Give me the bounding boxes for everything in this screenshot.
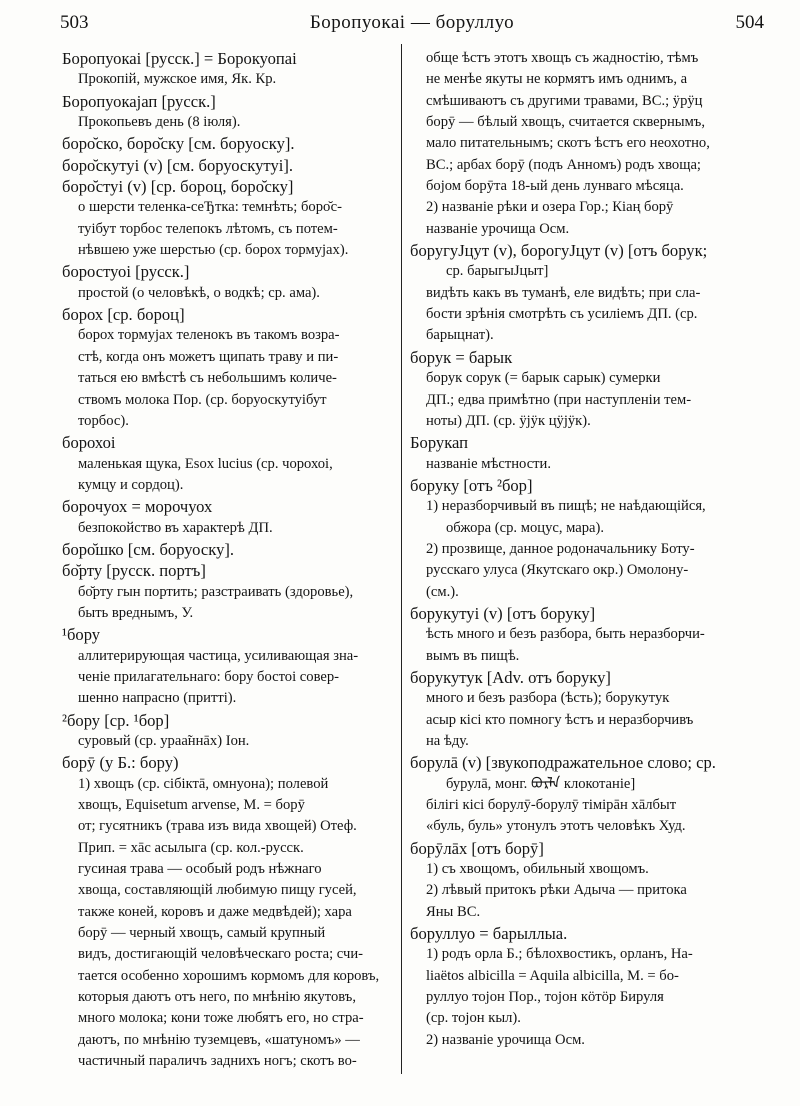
entry-text-line: смѣшиваютъ съ другими травами, ВС.; ӱрӱц: [426, 92, 703, 109]
entry-text-line: ДП.; едва примѣтно (при наступленіи тем-: [426, 391, 692, 408]
entry-text-line: безпокойство въ характерѣ ДП.: [78, 519, 273, 536]
entry-text-line: борох тормујах теленокъ въ такомъ возра-: [78, 327, 340, 344]
entry-text-line: «буль, буль» утонулъ этотъ человѣкъ Худ.: [426, 818, 686, 835]
entry-text-line: асыр кісі кто помногу ѣстъ и неразборчивъ: [426, 711, 694, 728]
entry-text-line: частичный параличъ заднихъ ногъ; скотъ во-: [78, 1053, 357, 1070]
entry-text-line: ср. барыгыЈцыт]: [446, 263, 549, 280]
entry-text-line: видѣть какъ въ туманѣ, еле видѣть; при сла-: [426, 284, 701, 301]
entry-text-line: кумцу и сордоц).: [78, 476, 184, 493]
entry-headword: борулā (v) [звукоподражательное слово; ср.: [410, 753, 716, 773]
entry-text-line: о шерсти теленка-сеЂтка: темнѣть; боро̆с-: [78, 199, 343, 216]
entry-text-line: борук сорук (= барык сарык) сумерки: [426, 370, 661, 387]
entry-text-line: (см.).: [426, 583, 459, 600]
entry-text-line: даютъ, по мнѣнію туземцевъ, «шатуномъ» —: [78, 1031, 360, 1048]
entry-text-line: мало питательнымъ; скотъ ѣстъ его неохотно,: [426, 135, 710, 152]
entry-text-line: 2) названіе урочища Осм.: [426, 1031, 585, 1048]
entry-text-line: Прокопій, мужское имя, Як. Кр.: [78, 71, 277, 88]
entry-text-line: руллуо тојон Пор., тојон кӧтӧр Бируля: [426, 989, 664, 1006]
entry-headword: боро̆стуі (v) [ср. бороц, боро̆ску]: [62, 177, 294, 197]
entry-text-line: 1) родъ орла Б.; бѣлохвостикъ, орланъ, Ha-: [426, 946, 693, 963]
entry-headword: ²бору [ср. ¹бор]: [62, 710, 170, 730]
entry-text-line: простой (о человѣкѣ, о водкѣ; ср. ама).: [78, 284, 320, 301]
entry-text-line: много и безъ разбора (ѣсть); борукутук: [426, 690, 670, 707]
entry-headword: борук = барык: [410, 347, 513, 367]
entry-text-line: 1) неразборчивый въ пищѣ; не наѣдающійся,: [426, 498, 706, 515]
running-header: [60, 12, 764, 40]
entry-headword: Боропуокаі [русск.] = Борокуопаі: [62, 49, 297, 68]
entry-headword: боростуоі [русск.]: [62, 262, 190, 282]
entry-text-line: борӯ — бѣлый хвощъ, считается сквернымъ,: [426, 114, 705, 131]
entry-text-line: (ср. тојон кыл).: [426, 1010, 521, 1027]
entry-headword: Боропуокајап [русск.]: [62, 91, 216, 111]
entry-text-line: торбос).: [78, 412, 129, 429]
entry-headword: боруллуо = барыллыа.: [410, 924, 568, 944]
entry-text-line: от; гусятникъ (трава изъ вида хвощей) Отеф.: [78, 818, 357, 835]
entry-text-line: много молока; кони тоже любятъ его, но стра-: [78, 1010, 364, 1027]
column-divider: [401, 44, 402, 1074]
entry-headword: борочуох = морочуох: [62, 497, 213, 517]
entry-text-line: 2) лѣвый притокъ рѣки Адыча — притока: [426, 882, 687, 899]
entry-headword: боруку [отъ ²бор]: [410, 475, 533, 495]
entry-headword: боро̆шко [см. боруоску].: [62, 539, 235, 559]
entry-text-line: также коней, коровъ и даже медвѣдей); хара: [78, 903, 352, 920]
right-column: [410, 48, 770, 1051]
entry-text-line: ВС.; арбах борӯ (подъ Анномъ) родъ хвоща;: [426, 156, 701, 173]
header-title: Боропуокаі — боруллуо: [309, 12, 515, 33]
entry-headword: борукутук [Adv. отъ боруку]: [410, 667, 611, 687]
entry-text-line: барыцнат).: [426, 327, 494, 344]
entry-text-line: бости зрѣнія смотрѣть съ усиліемъ ДП. (ср.: [426, 306, 698, 323]
entry-text-line: гусиная трава — особый родъ нѣжнаго: [78, 861, 322, 878]
entry-text-line: ченіе прилагательнаго: бору бостоі совер-: [78, 668, 340, 685]
entry-text-line: Яны ВС.: [426, 903, 481, 920]
entry-text-line: вымъ въ пищѣ.: [426, 647, 520, 664]
entry-text-line: таться ею вмѣстѣ съ небольшимъ количе-: [78, 370, 337, 387]
entry-text-line: 2) названіе рѣки и озера Гор.; Кіаң борӯ: [426, 199, 674, 216]
entry-text-line: 1) хвощъ (ср. сібіктā, омнуона); полевой: [78, 775, 329, 792]
entry-headword: борӯ (у Б.: бору): [62, 753, 179, 773]
entry-text-line: liaëtos albicilla = Aquila albicilla, М. = бо-: [426, 967, 679, 984]
entry-text-line: не менѣе якуты не кормятъ имъ однимъ, а: [426, 71, 688, 88]
entry-headword: бо̆рту [русск. портъ]: [62, 561, 206, 581]
entry-text-line: борӯ — черный хвощъ, самый крупный: [78, 925, 326, 942]
left-column: [62, 48, 392, 1073]
entry-text-line: которыя даютъ отъ него, по мнѣнію якутовъ,: [78, 989, 356, 1006]
entry-headword: Борукап: [410, 433, 469, 453]
entry-text-line: нѣвшею уже шерстью (ср. борох тормујах).: [78, 242, 349, 259]
entry-text-line: хвощъ, Equisetum arvense, М. = борӯ: [78, 797, 305, 814]
entry-headword: боро̆скутуі (v) [см. боруоскутуі].: [62, 155, 294, 175]
entry-text-line: хвоща, составляющій любимую пищу гусей,: [78, 882, 357, 899]
entry-text-line: шенно напрасно (приттi).: [78, 690, 237, 707]
entry-headword: борохоі: [62, 433, 116, 453]
entry-headword: боро̆ско, боро̆ску [см. боруоску].: [62, 134, 295, 154]
entry-headword: ¹бору: [62, 625, 101, 645]
entry-text-line: маленькая щука, Esox lucius (ср. чорохоі,: [78, 455, 333, 472]
entry-text-line: ноты) ДП. (ср. ӱјӱк цӱјӱк).: [426, 412, 591, 429]
entry-text-line: на ѣду.: [426, 733, 469, 749]
entry-headword: боругуЈцут (v), борогуЈцут (v) [отъ борук;: [410, 241, 708, 261]
entry-text-line: бо̆рту гын портить; разстраивать (здоровье),: [78, 583, 354, 600]
entry-headword: борӯлāх [отъ борӯ]: [410, 838, 544, 858]
entry-text-line: 2) прозвище, данное родоначальнику Боту-: [426, 540, 695, 557]
entry-text-line: видъ, достигающій человѣческаго роста; счи-: [78, 946, 363, 963]
entry-text-line: білігі кісі борулӯ-борулӯ тімірāн хāлбыт: [426, 797, 677, 814]
left-page-number: 503: [60, 12, 89, 33]
entry-text-line: тается особенно хорошимъ кормомъ для коровъ,: [78, 967, 380, 984]
entry-text-line: 1) съ хвощомъ, обильный хвощомъ.: [426, 861, 649, 878]
entry-text-line: стѣ, когда онъ можетъ щипать траву и пи-: [78, 348, 339, 365]
entry-headword: борох [ср. бороц]: [62, 305, 185, 325]
entry-text-line: суровый (ср. ураа̃ннāх) Іон.: [78, 733, 250, 749]
entry-text-line: быть вреднымъ, У.: [78, 604, 194, 621]
entry-text-line: аллитерирующая частица, усиливающая зна-: [78, 647, 359, 664]
entry-text-line: бурулā, монг. ᠪᠤᠷᠯᠠ клокотаніе]: [446, 775, 636, 792]
entry-text-line: названіе мѣстности.: [426, 455, 552, 472]
entry-text-line: обще ѣстъ этотъ хвощъ съ жадностію, тѣмъ: [426, 50, 699, 66]
entry-text-line: ѣсть много и безъ разбора, быть неразборчи-: [426, 626, 705, 643]
entry-text-line: русскаго улуса (Якутскаго окр.) Омолону-: [426, 562, 689, 579]
entry-text-line: Прокопьевъ день (8 іюля).: [78, 114, 241, 131]
entry-headword: борукутуі (v) [отъ боруку]: [410, 603, 596, 623]
entry-text-line: туібут торбос телепокъ лѣтомъ, съ потем-: [78, 220, 338, 237]
entry-text-line: Прип. = хāс асылыга (ср. кол.-русск.: [78, 839, 304, 856]
entry-text-line: ствомъ молока Пор. (ср. боруоскутуібут: [78, 391, 327, 408]
right-page-number: 504: [735, 12, 764, 33]
entry-text-line: названіе урочища Осм.: [426, 220, 570, 237]
entry-text-line: бојом борӯта 18-ый день лунваго мѣсяца.: [426, 178, 684, 195]
entry-text-line: обжора (ср. моцус, мара).: [446, 519, 605, 536]
